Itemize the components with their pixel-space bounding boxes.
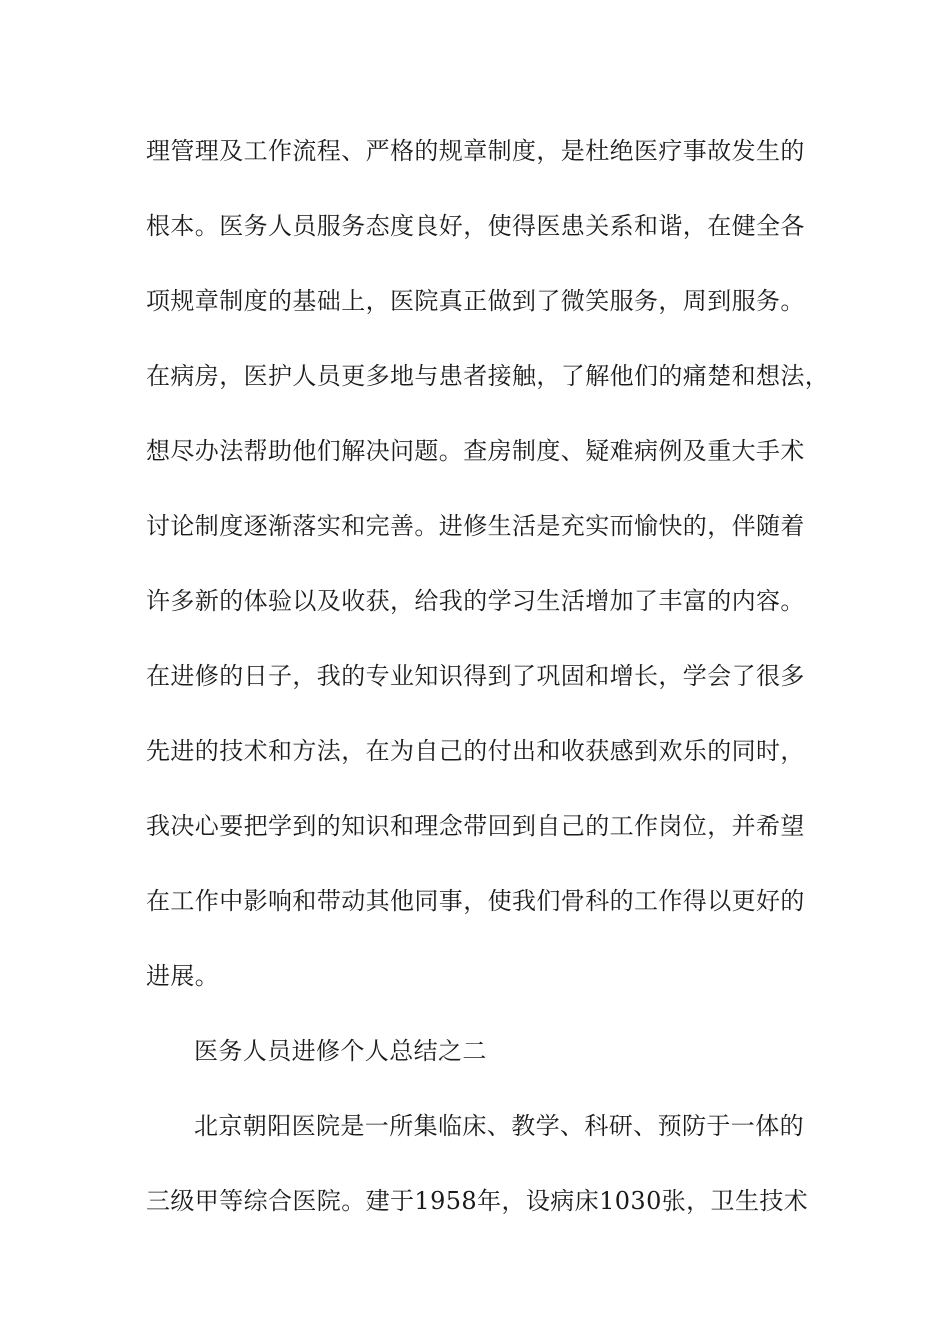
text-line: 理管理及工作流程、严格的规章制度，是杜绝医疗事故发生的 [146,137,805,165]
text-line: 项规章制度的基础上，医院真正做到了微笑服务，周到服务。 [146,287,805,315]
text-line: 根本。医务人员服务态度良好，使得医患关系和谐，在健全各 [146,212,805,240]
section-title: 医务人员进修个人总结之二 [194,1037,487,1065]
text-line: 在进修的日子，我的专业知识得到了巩固和增长，学会了很多 [146,662,805,690]
text-line: 在工作中影响和带动其他同事，使我们骨科的工作得以更好的 [146,887,805,915]
text-line: 三级甲等综合医院。建于1958年，设病床1030张，卫生技术 [146,1187,809,1215]
text-line: 先进的技术和方法，在为自己的付出和收获感到欢乐的同时， [146,737,805,765]
text-line: 许多新的体验以及收获，给我的学习生活增加了丰富的内容。 [146,587,805,615]
text-line: 在病房，医护人员更多地与患者接触，了解他们的痛楚和想法， [146,362,830,390]
text-line: 北京朝阳医院是一所集临床、教学、科研、预防于一体的 [194,1112,804,1140]
text-line: 讨论制度逐渐落实和完善。进修生活是充实而愉快的，伴随着 [146,512,805,540]
text-line: 我决心要把学到的知识和理念带回到自己的工作岗位，并希望 [146,812,805,840]
text-line: 想尽办法帮助他们解决问题。查房制度、疑难病例及重大手术 [146,437,805,465]
text-line: 进展。 [146,962,220,990]
